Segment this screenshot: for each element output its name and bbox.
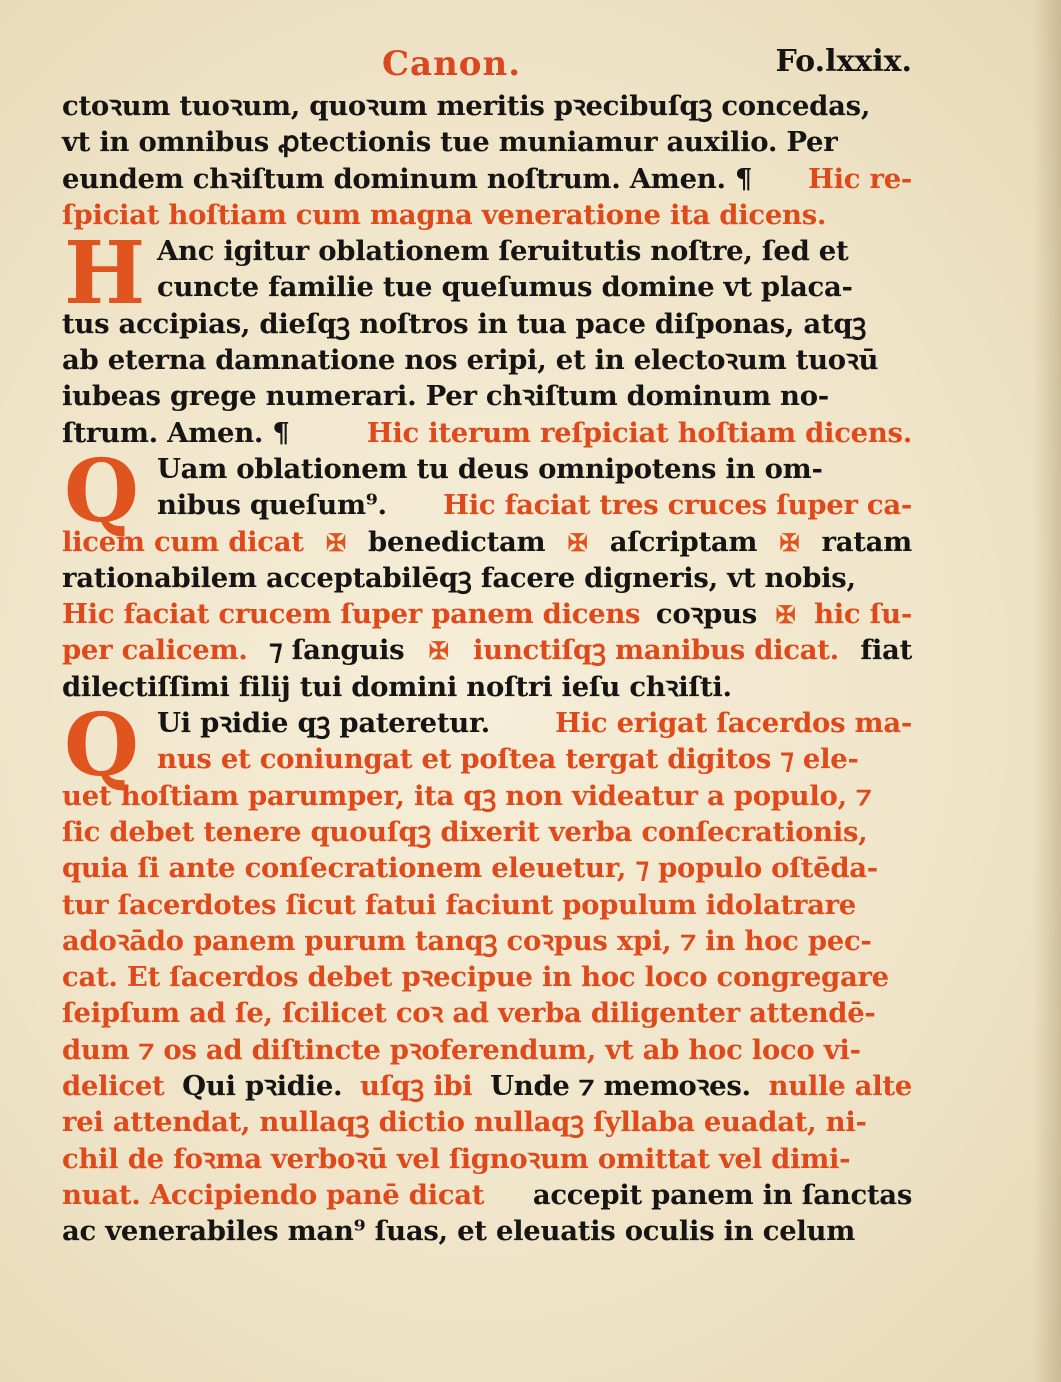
text-line-6 <box>62 269 912 305</box>
text-black: benedictam <box>368 525 546 558</box>
rubric-red: Hic erigat ſacerdos ma- <box>555 707 912 740</box>
text-line-3 <box>62 161 912 197</box>
text-line-26 <box>62 995 912 1031</box>
rubric-red: adoꝛādo panem purum tanqꝫ coꝛpus xpi, ⁊ in hoc pec- <box>62 924 872 957</box>
rubric-red: quia ſi ante conſecrationem eleuetur, ⁊ populo oſtēda- <box>62 852 878 885</box>
text-line-27 <box>62 1032 912 1068</box>
rubric-red: hic ſu- <box>814 598 912 631</box>
text-black: cuncte familie tue queſumus domine vt placa- <box>157 271 853 304</box>
rubric-red: per calicem. <box>62 634 248 667</box>
rubric-red: Hic iterum reſpiciat hoſtiam dicens. <box>366 416 912 449</box>
text-line-5 <box>62 233 912 269</box>
text-black: vt in omnibus ꝓtectionis tue muniamur auxilio. Per <box>62 126 838 159</box>
text-black: coꝛpus <box>655 598 757 631</box>
text-line-12 <box>62 487 912 523</box>
text-black: Unde ⁊ memoꝛes. <box>490 1070 751 1103</box>
rubric-red: nuat. Accipiendo panē dicat <box>62 1178 485 1211</box>
text-black: ſtrum. Amen. ¶ <box>62 416 290 449</box>
text-line-18 <box>62 705 912 741</box>
page-header <box>62 44 912 88</box>
rubric-red: licem cum dicat <box>62 525 304 558</box>
rubric-red: nus et coniungat et poſtea tergat digitos ⁊ ele- <box>157 743 859 776</box>
rubric-red: Hic re- <box>807 162 912 195</box>
initial-q-second: Q <box>64 695 139 796</box>
rubric-red: rei attendat, nullaqꝫ dictio nullaqꝫ ſyllaba euadat, ni- <box>62 1106 867 1139</box>
text-black: iubeas grege numerari. Per chꝛiſtum dominum no- <box>62 380 829 413</box>
text-black: Ui pꝛidie qꝫ pateretur. <box>157 707 490 740</box>
text-line-30 <box>62 1141 912 1177</box>
cross-icon: ✠ <box>775 600 796 630</box>
text-line-9 <box>62 378 912 414</box>
text-black: fiat <box>860 634 912 667</box>
initial-q-first: Q <box>64 441 139 542</box>
text-black: Uam oblationem tu deus omnipotens in om- <box>157 452 823 485</box>
text-black: ab eterna damnatione nos eripi, et in electoꝛum tuoꝛū <box>62 344 879 377</box>
rubric-red: ſeipſum ad ſe, ſcilicet coꝛ ad verba diligenter attendē- <box>62 997 876 1030</box>
rubric-red: cat. Et ſacerdos debet pꝛecipue in hoc loco congregare <box>62 961 889 994</box>
text-line-7 <box>62 306 912 342</box>
text-black: rationabilem acceptabilēqꝫ facere digneris, vt nobis, <box>62 561 856 594</box>
text-line-25 <box>62 959 912 995</box>
text-line-24 <box>62 923 912 959</box>
text-black: ctoꝛum tuoꝛum, quoꝛum meritis pꝛecibuſqꝫ concedas, <box>62 90 871 122</box>
text-black: ac venerabiles man⁹ ſuas, et eleuatis oculis in celum <box>62 1215 856 1248</box>
text-line-17 <box>62 669 912 705</box>
rubric-red: Hic faciat tres cruces ſuper ca- <box>443 489 912 522</box>
text-line-16 <box>62 632 912 668</box>
text-line-13 <box>62 524 912 560</box>
text-line-8 <box>62 342 912 378</box>
text-line-21 <box>62 814 912 850</box>
text-line-22 <box>62 850 912 886</box>
rubric-red: uſqꝫ ibi <box>360 1070 473 1103</box>
text-line-32 <box>62 1213 912 1249</box>
rubric-red: delicet <box>62 1070 165 1103</box>
folio-number: Fo.lxxix. <box>775 44 912 79</box>
text-black: Qui pꝛidie. <box>182 1070 343 1103</box>
text-line-19 <box>62 741 912 777</box>
text-block <box>62 88 912 1250</box>
text-black: eundem chꝛiſtum dominum noſtrum. Amen. ¶ <box>62 162 753 195</box>
text-line-28 <box>62 1068 912 1104</box>
cross-icon: ✠ <box>779 527 800 557</box>
rubric-red: Hic faciat crucem ſuper panem dicens <box>62 598 641 631</box>
text-black: ratam <box>821 525 912 558</box>
text-black: tus accipias, dieſqꝫ noſtros in tua pace diſponas, atqꝫ <box>62 307 867 340</box>
text-line-23 <box>62 887 912 923</box>
text-black: ⁊ ſanguis <box>268 634 405 667</box>
text-line-1 <box>62 88 912 124</box>
rubric-red: chil de foꝛma verboꝛū vel ſignoꝛum omittat vel dimi- <box>62 1142 851 1175</box>
text-line-11 <box>62 451 912 487</box>
rubric-red: ſic debet tenere quouſqꝫ dixerit verba conſecrationis, <box>62 815 868 848</box>
text-black: aſcriptam <box>609 525 758 558</box>
cross-icon: ✠ <box>325 527 346 557</box>
rubric-red: uet hoſtiam parumper, ita qꝫ non videatur a populo, ⁊ <box>62 779 872 812</box>
text-line-15 <box>62 596 912 632</box>
rubric-red: tur ſacerdotes ſicut fatui faciunt populum idolatrare <box>62 888 857 921</box>
initial-h: H <box>64 223 146 324</box>
rubric-red: dum ⁊ os ad diſtincte pꝛoferendum, vt ab hoc loco vi- <box>62 1033 861 1066</box>
rubric-red: ſpiciat hoſtiam cum magna veneratione ita dicens. <box>62 198 827 231</box>
text-line-4 <box>62 197 912 233</box>
cross-icon: ✠ <box>567 527 588 557</box>
text-line-20 <box>62 778 912 814</box>
text-black: nibus queſum⁹. <box>157 489 387 522</box>
cross-icon: ✠ <box>428 636 449 666</box>
rubric-red: iunctiſqꝫ manibus dicat. <box>472 634 839 667</box>
running-head: Canon. <box>382 44 522 84</box>
text-line-2 <box>62 124 912 160</box>
text-line-31 <box>62 1177 912 1213</box>
text-line-29 <box>62 1104 912 1140</box>
text-black: dilectiſſimi filij tui domini noſtri ieſu chꝛiſti. <box>62 670 732 703</box>
text-line-10 <box>62 415 912 451</box>
text-black: accepit panem in ſanctas <box>532 1178 912 1211</box>
text-line-14 <box>62 560 912 596</box>
rubric-red: nulle alte <box>768 1070 912 1103</box>
text-black: Anc igitur oblationem ſeruitutis noſtre, ſed et <box>157 235 849 268</box>
